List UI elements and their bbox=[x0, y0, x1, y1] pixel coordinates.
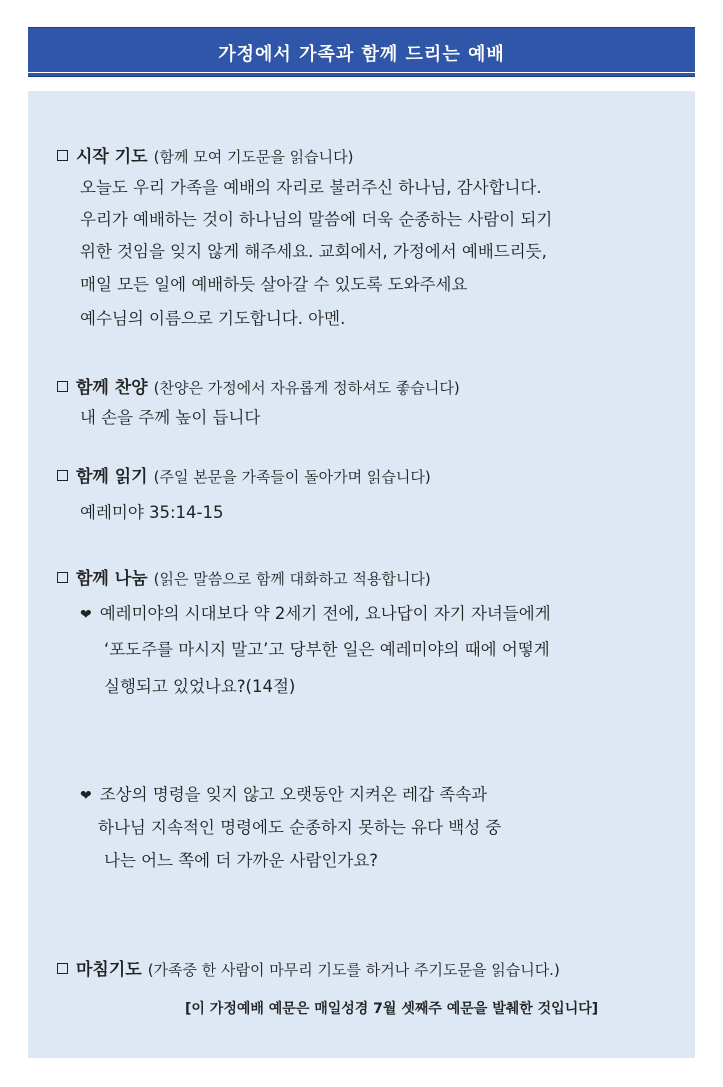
checkbox-square-icon bbox=[57, 963, 68, 974]
question-1-line: 실행되고 있었나요?(14절) bbox=[104, 677, 296, 696]
question-2-line: 나는 어느 쪽에 더 가까운 사람인가요? bbox=[104, 851, 379, 870]
source-footnote: [이 가정예배 예문은 매일성경 7월 셋째주 예문을 발췌한 것입니다] bbox=[185, 1001, 599, 1017]
question-2-line: 하나님 지속적인 명령에도 순종하지 못하는 유다 백성 중 bbox=[98, 818, 502, 837]
title-banner bbox=[28, 27, 695, 77]
reading-heading: 함께 읽기 (주일 본문을 가족들이 돌아가며 읽습니다) bbox=[57, 467, 431, 487]
question-1-line: ❤ 예레미야의 시대보다 약 2세기 전에, 요나답이 자기 자녀들에게 bbox=[80, 604, 551, 623]
opening-prayer-line: 위한 것임을 잊지 않게 해주세요. 교회에서, 가정에서 예배드리듯, bbox=[80, 242, 547, 261]
opening-prayer-heading: 시작 기도 (함께 모여 기도문을 읽습니다) bbox=[57, 147, 354, 167]
praise-song: 내 손을 주께 높이 듭니다 bbox=[80, 408, 261, 427]
page-title: 가정에서 가족과 함께 드리는 예배 bbox=[218, 44, 505, 65]
opening-prayer-line: 우리가 예배하는 것이 하나님의 말씀에 더욱 순종하는 사람이 되기 bbox=[80, 210, 553, 229]
question-2-line: ❤ 조상의 명령을 잊지 않고 오랫동안 지켜온 레갑 족속과 bbox=[80, 785, 488, 804]
heart-icon: ❤ bbox=[80, 607, 92, 623]
sharing-heading: 함께 나눔 (읽은 말씀으로 함께 대화하고 적용합니다) bbox=[57, 569, 431, 589]
checkbox-square-icon bbox=[57, 381, 68, 392]
opening-prayer-line: 오늘도 우리 가족을 예배의 자리로 불러주신 하나님, 감사합니다. bbox=[80, 178, 542, 197]
praise-heading: 함께 찬양 (찬양은 가정에서 자유롭게 정하셔도 좋습니다) bbox=[57, 378, 460, 398]
checkbox-square-icon bbox=[57, 470, 68, 481]
closing-prayer-heading: 마침기도 (가족중 한 사람이 마무리 기도를 하거나 주기도문을 읽습니다.) bbox=[57, 960, 560, 980]
heart-icon: ❤ bbox=[80, 788, 92, 804]
scripture-reference: 예레미야 35:14-15 bbox=[80, 503, 224, 522]
opening-prayer-line: 매일 모든 일에 예배하듯 살아갈 수 있도록 도와주세요 bbox=[80, 275, 468, 294]
opening-prayer-line: 예수님의 이름으로 기도합니다. 아멘. bbox=[80, 309, 346, 328]
question-1-line: ‘포도주를 마시지 말고’고 당부한 일은 예레미야의 때에 어떻게 bbox=[104, 640, 550, 659]
checkbox-square-icon bbox=[57, 150, 68, 161]
checkbox-square-icon bbox=[57, 572, 68, 583]
